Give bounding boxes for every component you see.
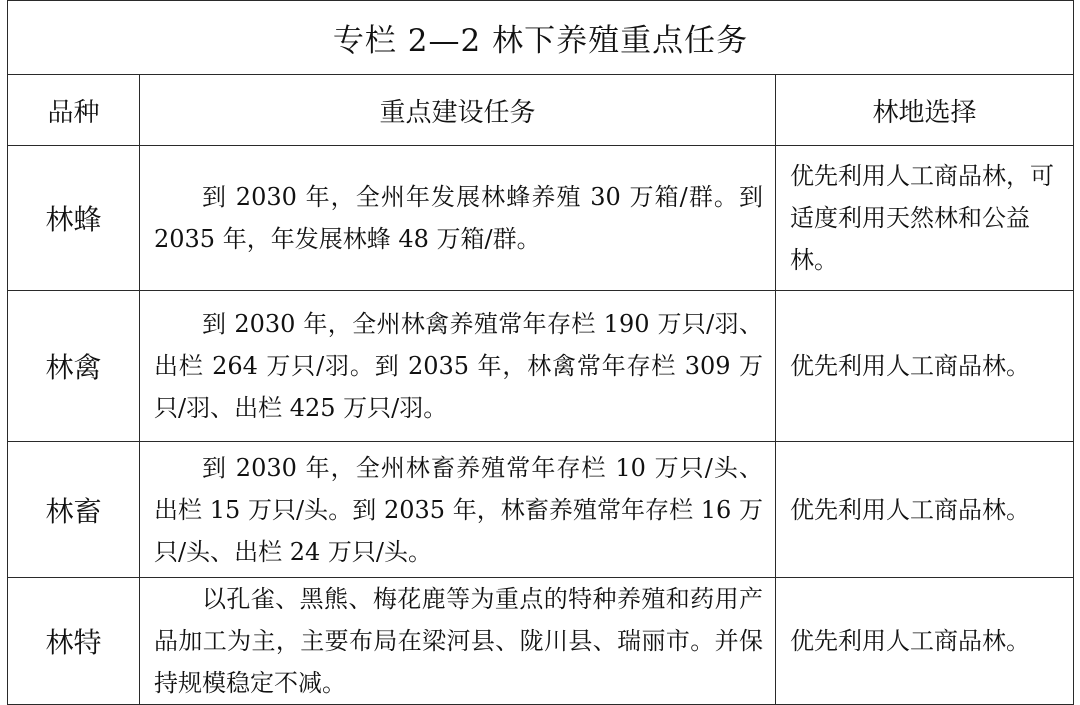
row-task bbox=[140, 442, 776, 578]
row-kind: 林特 bbox=[8, 578, 140, 705]
task-table bbox=[7, 0, 1074, 705]
row-task bbox=[140, 291, 776, 442]
header-kind: 品种 bbox=[8, 75, 140, 146]
table-title: 专栏 2—2 林下养殖重点任务 bbox=[8, 1, 1074, 75]
table-row bbox=[8, 578, 1074, 705]
row-task bbox=[140, 578, 776, 705]
row-kind: 林禽 bbox=[8, 291, 140, 442]
row-kind: 林畜 bbox=[8, 442, 140, 578]
row-land: 优先利用人工商品林。 bbox=[776, 578, 1074, 705]
row-task-text: 以孔雀、黑熊、梅花鹿等为重点的特种养殖和药用产品加工为主，主要布局在梁河县、陇川县、瑞丽市。并保持规模稳定不减。 bbox=[154, 585, 763, 697]
row-land: 优先利用人工商品林。 bbox=[776, 442, 1074, 578]
row-kind: 林蜂 bbox=[8, 146, 140, 291]
header-row bbox=[8, 75, 1074, 146]
table-row bbox=[8, 442, 1074, 578]
row-land: 优先利用人工商品林。 bbox=[776, 291, 1074, 442]
table-row bbox=[8, 291, 1074, 442]
row-task-text: 到 2030 年，全州年发展林蜂养殖 30 万箱/群。到 2035 年，年发展林蜂 48 万箱/群。 bbox=[154, 183, 763, 253]
header-task: 重点建设任务 bbox=[140, 75, 776, 146]
row-land: 优先利用人工商品林，可适度利用天然林和公益林。 bbox=[776, 146, 1074, 291]
table-row bbox=[8, 146, 1074, 291]
task-table-container bbox=[7, 0, 1073, 701]
header-land: 林地选择 bbox=[776, 75, 1074, 146]
row-task-text: 到 2030 年，全州林畜养殖常年存栏 10 万只/头、出栏 15 万只/头。到 2035 年，林畜养殖常年存栏 16 万只/头、出栏 24 万只/头。 bbox=[154, 453, 763, 566]
row-task-text: 到 2030 年，全州林禽养殖常年存栏 190 万只/羽、出栏 264 万只/羽。到 2035 年，林禽常年存栏 309 万只/羽、出栏 425 万只/羽。 bbox=[154, 310, 763, 422]
row-task bbox=[140, 146, 776, 291]
